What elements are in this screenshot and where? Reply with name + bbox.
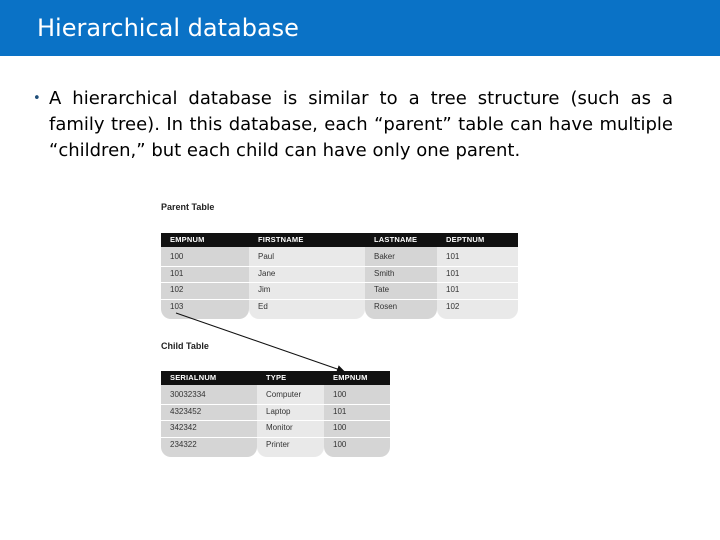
parent-table-cell: Jim	[258, 285, 271, 294]
parent-table-cell: Baker	[374, 252, 395, 261]
child-table-cell: 234322	[170, 439, 197, 449]
parent-table-cell: 102	[446, 301, 460, 311]
child-table-cell: 100	[333, 423, 347, 432]
parent-table-cell: 101	[446, 252, 460, 261]
parent-table-header-cell: LASTNAME	[374, 235, 418, 244]
bullet-dot-icon: •	[33, 91, 41, 106]
child-table-cell: 4323452	[170, 406, 202, 416]
parent-table-cell: 101	[446, 268, 460, 278]
parent-table-cell: 101	[170, 268, 184, 278]
child-table-cell: Monitor	[266, 423, 293, 432]
parent-table-cell: Rosen	[374, 301, 398, 311]
child-table-cell: Laptop	[266, 406, 291, 416]
child-table-cell: Computer	[266, 390, 302, 399]
parent-table-header-cell: EMPNUM	[170, 235, 205, 244]
parent-table-header-cell: FIRSTNAME	[258, 235, 304, 244]
child-table-header-cell: EMPNUM	[333, 373, 368, 382]
child-table-cell: Printer	[266, 439, 290, 449]
arrow-line	[176, 313, 343, 371]
child-table-cell: 101	[333, 406, 347, 416]
parent-table-cell: Smith	[374, 268, 395, 278]
parent-table-cell: 103	[170, 301, 184, 311]
parent-table-cell: Jane	[258, 268, 276, 278]
parent-table-cell: Tate	[374, 285, 390, 294]
parent-table-cell: 101	[446, 285, 460, 294]
slide-title: Hierarchical database	[37, 14, 299, 42]
child-table-header-cell: TYPE	[266, 373, 287, 382]
child-table-cell: 100	[333, 439, 347, 449]
child-table-cell: 100	[333, 390, 347, 399]
bullet-text: A hierarchical database is similar to a tree structure (such as a family tree). In this database, each “parent” table can have multiple “children,” but each child can have only one parent.	[49, 88, 673, 161]
parent-table-cell: 100	[170, 252, 184, 261]
parent-table-caption: Parent Table	[161, 202, 215, 212]
child-table-cell: 30032334	[170, 390, 206, 399]
parent-table-cell: Paul	[258, 252, 275, 261]
parent-table-cell: 102	[170, 285, 184, 294]
child-table-cell: 342342	[170, 423, 197, 432]
child-table-header-cell: SERIALNUM	[170, 373, 217, 382]
parent-table-header-cell: DEPTNUM	[446, 235, 485, 244]
child-table-caption: Child Table	[161, 341, 209, 351]
parent-table-cell: Ed	[258, 301, 268, 311]
